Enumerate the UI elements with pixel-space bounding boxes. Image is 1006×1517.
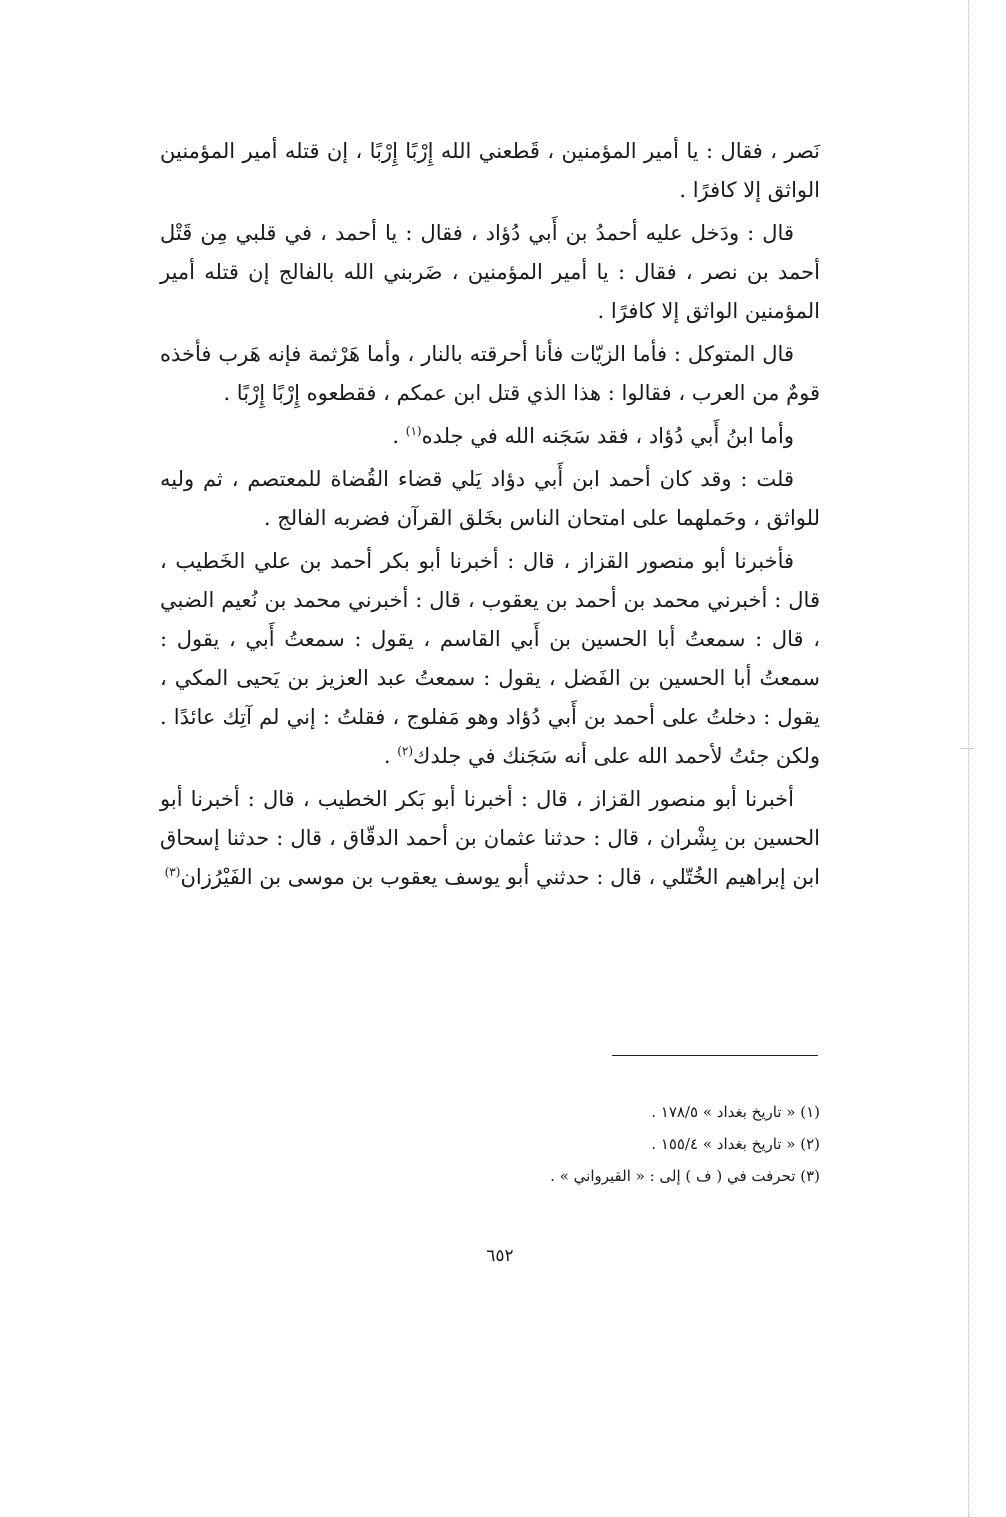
footnote-2: (٢) « تاريخ بغداد » ١٥٥/٤ . xyxy=(651,1135,820,1153)
scan-margin-tick xyxy=(960,748,974,749)
paragraph-7-text: أخبرنا أبو منصور القزاز ، قال : أخبرنا أبو بَكر الخطيب ، قال : أخبرنا أبو الحسين بن بِشْران ، قال : حدثنا عثمان بن أحمد الدقّاق ، قال : حدثنا إسحاق ابن إبراهيم الخُتّلي ، قال : حدثني أبو يوسف يعقوب بن موسى بن الفَيْرُزان xyxy=(160,787,820,889)
paragraph-4-tail: . xyxy=(392,424,406,448)
paragraph-6-tail: . xyxy=(383,744,398,768)
footnote-ref-2: (٢) xyxy=(397,744,414,758)
paragraph-5: قلت : وقد كان أحمد ابن أَبي دؤاد يَلي قضاء القُضاة للمعتصم ، ثم وليه للواثق ، وحَملهما على امتحان الناس بخَلق القرآن فضربه الفالج . xyxy=(160,467,820,530)
paragraph-3: قال المتوكل : فأما الزيّات فأنا أحرقته بالنار ، وأما هَرْثمة فإنه هَرب فأخذه قومٌ من العرب ، فقالوا : هذا الذي قتل ابن عمكم ، فقطعوه إِرْبًا إِرْبًا . xyxy=(160,342,820,405)
footnote-3: (٣) تحرفت في ( ف ) إلى : « القيرواني » . xyxy=(550,1167,820,1185)
footnotes xyxy=(300,1096,820,1192)
footnote-divider xyxy=(612,1055,818,1056)
footnote-1: (١) « تاريخ بغداد » ١٧٨/٥ . xyxy=(651,1103,820,1121)
scan-margin-line xyxy=(968,0,969,1517)
paragraph-2: قال : ودَخل عليه أحمدُ بن أَبي دُؤاد ، فقال : يا أحمد ، في قلبي مِن قَتْل أحمد بن نصر ، فقال : يا أمير المؤمنين ، ضَربني الله بالفالج إن قتله أمير المؤمنين الواثق إلا كافرًا . xyxy=(160,221,820,323)
paragraph-6-text: فأخبرنا أبو منصور القزاز ، قال : أخبرنا أبو بكر أحمد بن علي الخَطيب ، قال : أخبرني محمد بن أحمد بن يعقوب ، قال : أخبرني محمد بن نُعيم الضبي ، قال : سمعتُ أبا الحسين بن أَبي القاسم ، يقول : سمعتُ أَبي ، يقول : سمعتُ أبا الحسين بن الفَضل ، يقول : سمعتُ عبد العزيز بن يَحيى المكي ، يقول : دخلتُ على أحمد بن أَبي دُؤاد وهو مَفلوج ، فقلتُ : إني لم آتِك عائدًا . ولكن جئتُ لأحمد الله على أنه سَجَنك في جلدك xyxy=(160,549,821,768)
paragraph-4 xyxy=(160,417,820,456)
paragraph-6 xyxy=(160,542,820,776)
footnote-ref-3: (٣) xyxy=(164,865,181,879)
page-number: ٦٥٢ xyxy=(486,1246,514,1266)
paragraph-1: نَصر ، فقال : يا أمير المؤمنين ، قَطعني الله إِرْبًا إِرْبًا ، إن قتله أمير المؤمنين الواثق إلا كافرًا . xyxy=(160,139,820,202)
main-text xyxy=(160,132,820,901)
paragraph-4-text: وأما ابنُ أَبي دُؤاد ، فقد سَجَنه الله في جلده xyxy=(421,424,794,448)
footnote-ref-1: (١) xyxy=(405,424,422,438)
paragraph-7 xyxy=(160,780,820,897)
